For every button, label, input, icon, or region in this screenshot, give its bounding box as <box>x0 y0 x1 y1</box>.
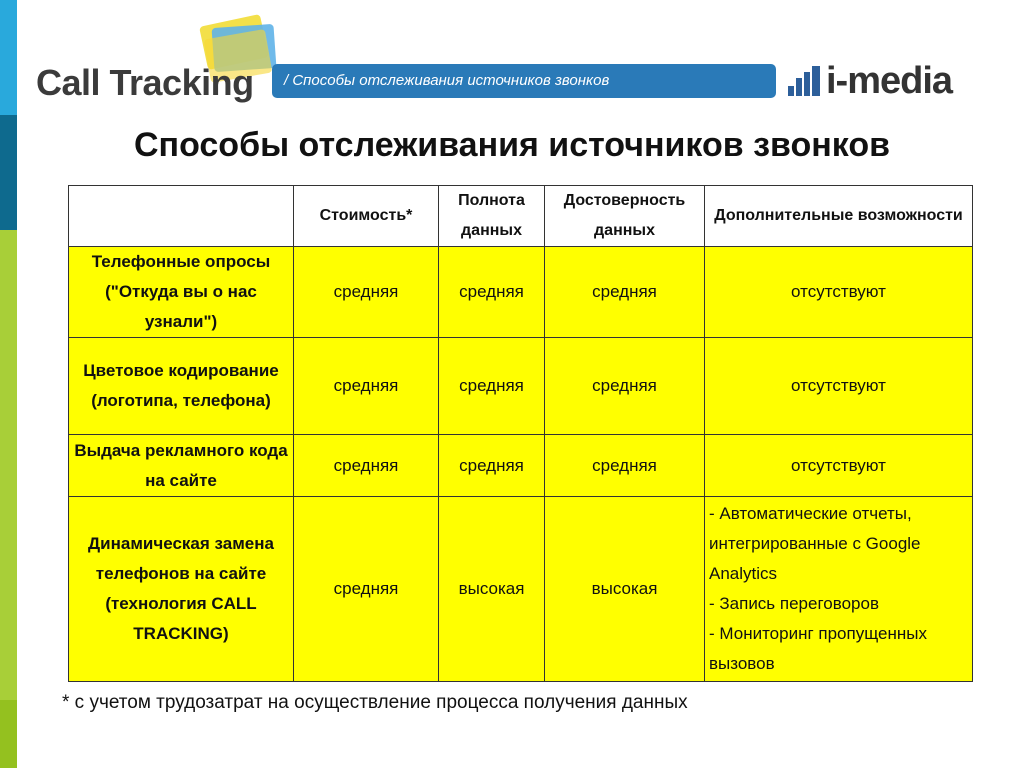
row-cost: средняя <box>294 338 439 435</box>
table-row <box>69 497 973 682</box>
stripe-top <box>0 0 17 115</box>
row-extra: отсутствуют <box>705 435 973 497</box>
imedia-logo-text: i-media <box>826 60 953 102</box>
stripe-bottom-accent <box>0 700 17 768</box>
extra-item: - Запись переговоров <box>709 594 879 613</box>
header-extra: Дополнительные возможности <box>705 186 973 247</box>
row-reliability: средняя <box>545 247 705 338</box>
extra-item: - Мониторинг пропущенных вызовов <box>709 624 927 673</box>
header-reliability: Достоверность данных <box>545 186 705 247</box>
row-reliability: средняя <box>545 338 705 435</box>
page-title: Способы отслеживания источников звонков <box>133 126 890 164</box>
row-completeness: высокая <box>439 497 545 682</box>
comparison-table <box>68 185 973 682</box>
row-extra-list <box>705 497 973 682</box>
row-completeness: средняя <box>439 338 545 435</box>
row-extra: отсутствуют <box>705 247 973 338</box>
row-extra: отсутствуют <box>705 338 973 435</box>
header-cost: Стоимость* <box>294 186 439 247</box>
row-completeness: средняя <box>439 247 545 338</box>
header-completeness: Полнота данных <box>439 186 545 247</box>
stripe-bottom <box>0 230 17 768</box>
table-row <box>69 338 973 435</box>
footnote: * с учетом трудозатрат на осуществление процесса получения данных <box>62 692 688 713</box>
row-cost: средняя <box>294 435 439 497</box>
row-method: Телефонные опросы ("Откуда вы о нас узнали") <box>69 247 294 338</box>
row-cost: средняя <box>294 497 439 682</box>
imedia-logo <box>788 60 988 100</box>
call-tracking-logo-text: Call Tracking <box>36 62 254 103</box>
row-reliability: высокая <box>545 497 705 682</box>
table-row <box>69 435 973 497</box>
table-header-row <box>69 186 973 247</box>
row-method: Цветовое кодирование (логотипа, телефона) <box>69 338 294 435</box>
table-row <box>69 247 973 338</box>
row-method: Динамическая замена телефонов на сайте (технология CALL TRACKING) <box>69 497 294 682</box>
row-method: Выдача рекламного кода на сайте <box>69 435 294 497</box>
row-completeness: средняя <box>439 435 545 497</box>
row-cost: средняя <box>294 247 439 338</box>
extra-item: - Автоматические отчеты, интегрированные с Google Analytics <box>709 504 921 583</box>
header-pill: / Способы отслеживания источников звонков <box>272 64 776 98</box>
row-reliability: средняя <box>545 435 705 497</box>
header-cell-empty <box>69 186 294 247</box>
imedia-bars-icon <box>788 66 822 96</box>
